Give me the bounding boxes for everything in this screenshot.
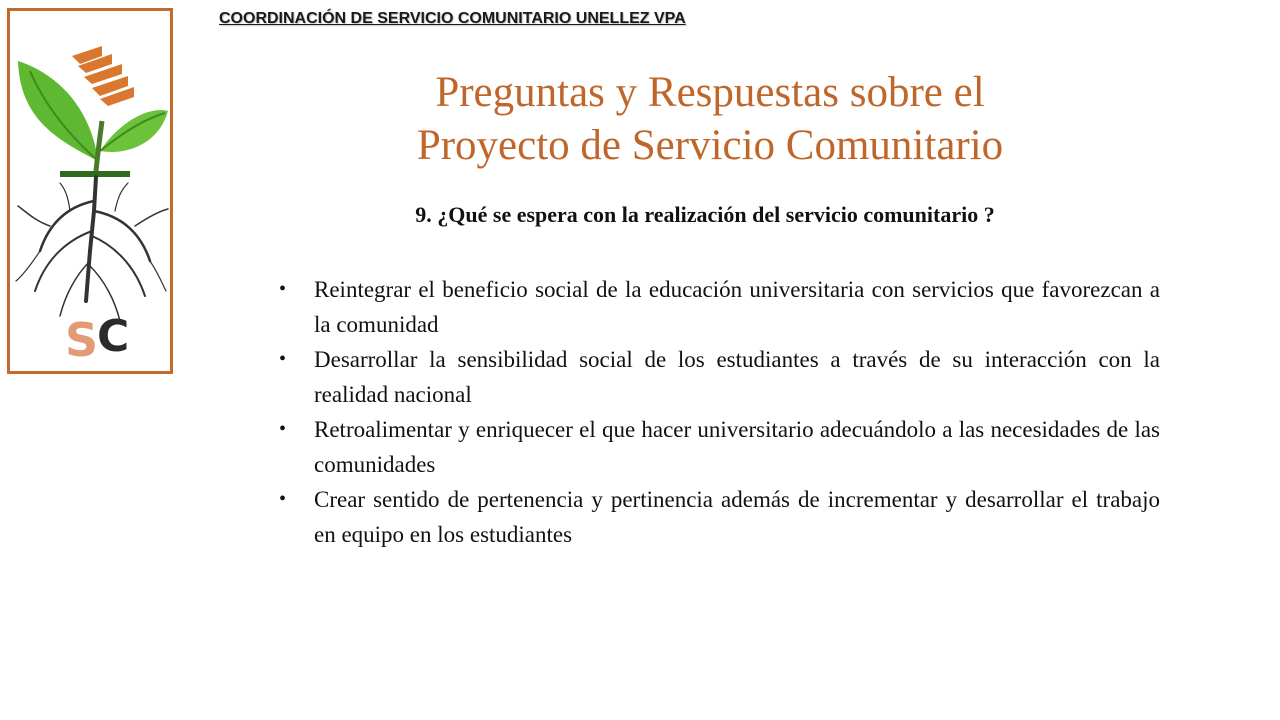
list-item-text: Crear sentido de pertenencia y pertinencia además de incrementar y desarrollar el trabajo en equipo en los estudiantes [314,487,1160,547]
logo [7,8,173,374]
title-line-2: Proyecto de Servicio Comunitario [416,122,1004,169]
svg-text:C: C [97,311,130,362]
answer-list [279,272,1160,552]
svg-text:S: S [65,313,99,367]
plant-logo-image [10,11,170,371]
bullet-icon: • [279,418,287,440]
title-line-1: Preguntas y Respuestas sobre el [435,69,985,116]
list-item [279,482,1160,552]
list-item [279,342,1160,412]
list-item-text: Reintegrar el beneficio social de la educación universitaria con servicios que favorezcan a la comunidad [314,277,1160,337]
list-item-text: Desarrollar la sensibilidad social de los estudiantes a través de su interacción con la realidad nacional [314,347,1160,407]
list-item [279,272,1160,342]
list-item [279,412,1160,482]
organization-header: COORDINACIÓN DE SERVICIO COMUNITARIO UNELLEZ VPA [219,10,686,27]
bullet-icon: • [279,278,287,300]
bullet-icon: • [279,488,287,510]
question-heading: 9. ¿Qué se espera con la realización del servicio comunitario ? [415,202,995,227]
list-item-text: Retroalimentar y enriquecer el que hacer universitario adecuándolo a las necesidades de las comunidades [314,417,1160,477]
page-title [340,66,1080,172]
bullet-icon: • [279,348,287,370]
